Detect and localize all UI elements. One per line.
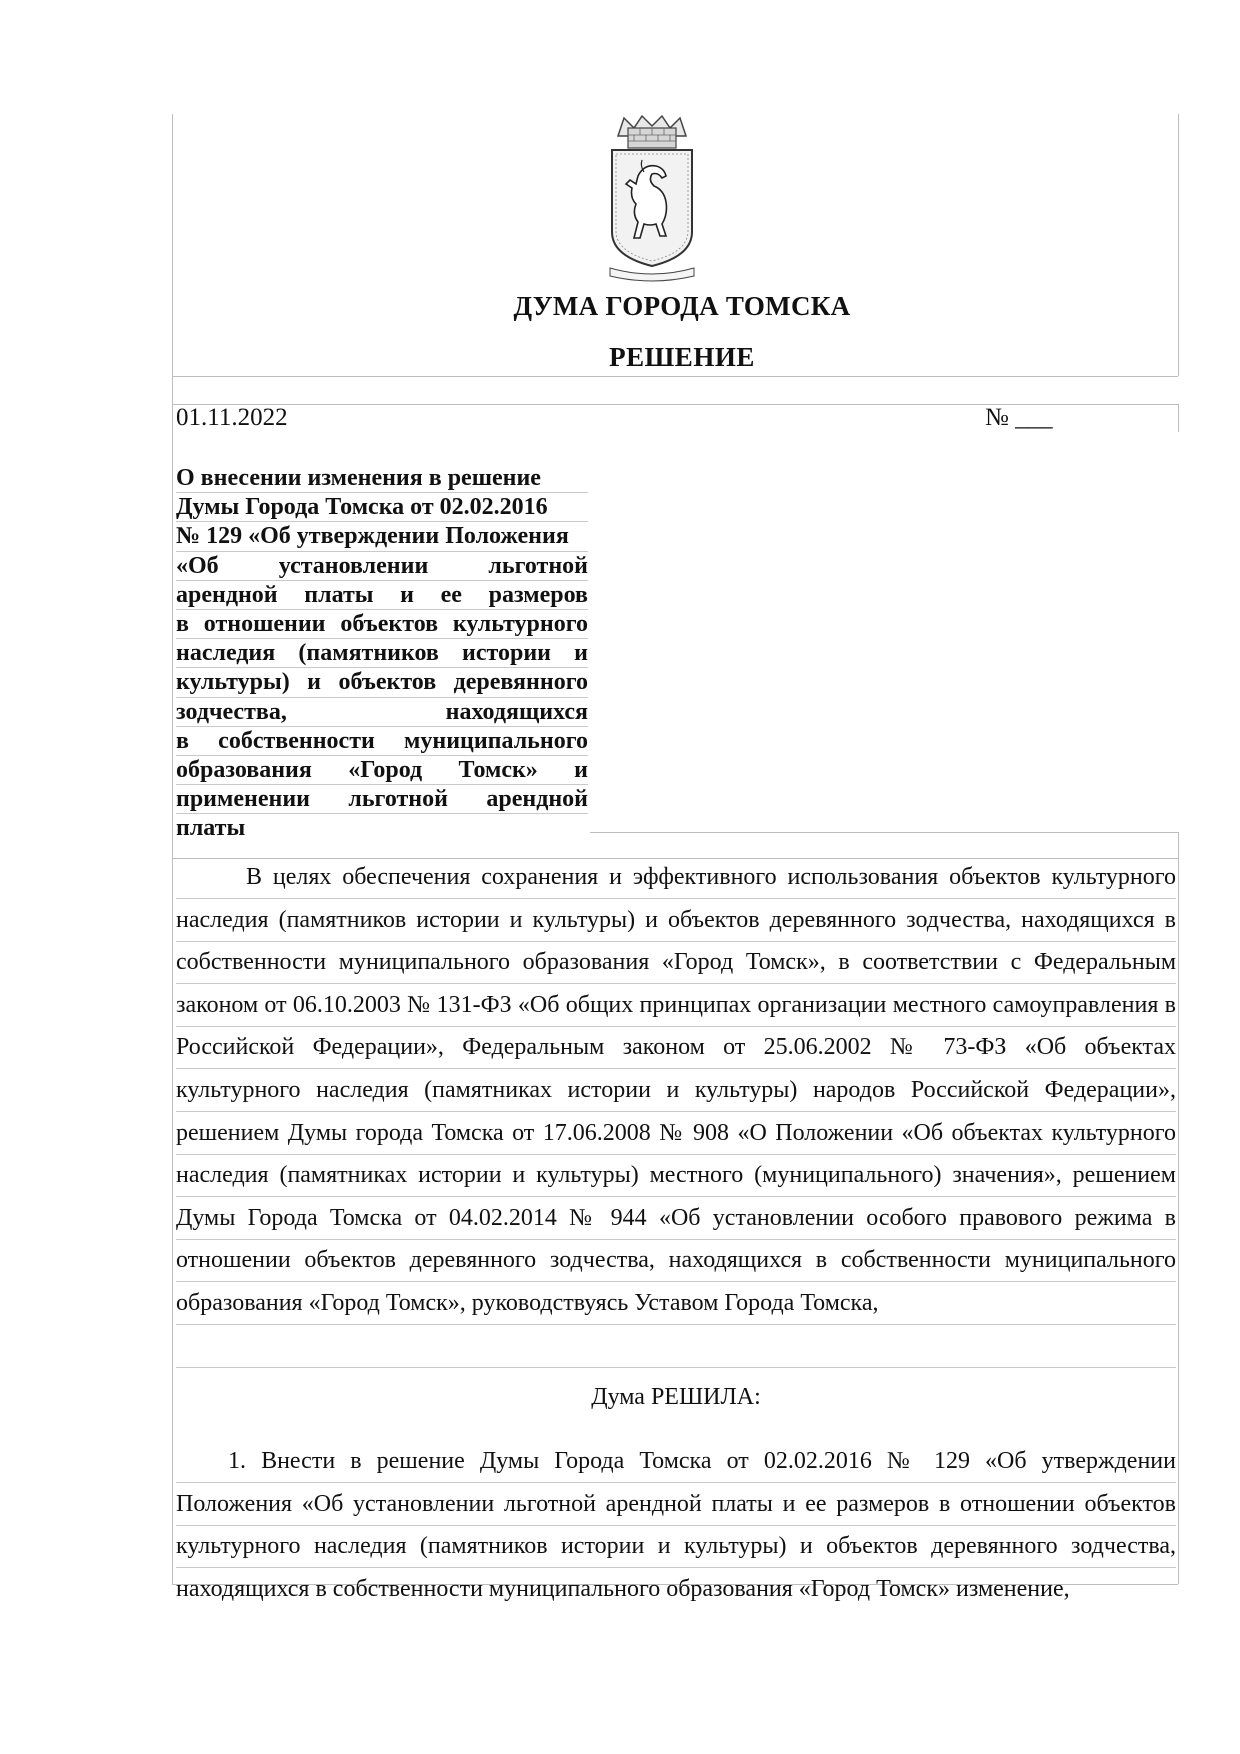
subject-line: применении льготной арендной — [176, 785, 588, 814]
document-date: 01.11.2022 — [176, 404, 288, 431]
subject-line: культуры) и объектов деревянного — [176, 668, 588, 697]
subject-line: О внесении изменения в решение — [176, 464, 588, 493]
resolution-heading: Дума РЕШИЛА: — [591, 1384, 761, 1410]
subject-line: в отношении объектов культурного — [176, 610, 588, 639]
subject-line: образования «Город Томск» и — [176, 756, 588, 785]
subject-line: наследия (памятников истории и — [176, 639, 588, 668]
frame-right-line — [1178, 114, 1179, 376]
subject-line: арендной платы и ее размеров — [176, 581, 588, 610]
document-subject — [176, 464, 588, 843]
document-number: № ___ — [985, 404, 1053, 431]
header-bottom-line — [172, 376, 1178, 377]
preamble-text: В целях обеспечения сохранения и эффективного использования объектов культурного наследия (памятников истории и культуры) и объектов деревянного зодчества, находящихся в собственности муниципального образования «Город Томск», в соответствии с Федеральным законом от 06.10.2003 № 131-ФЗ «Об общих принципах организации местного самоуправления в Российской Федерации», Федеральным законом от 25.06.2002 № 73-ФЗ «Об объектах культурного наследия (памятниках истории и культуры) народов Российской Федерации», решением Думы города Томска от 17.06.2008 № 908 «О Положении «Об объектах культурного наследия (памятниках истории и культуры) местного (муниципального) значения», решением Думы Города Томска от 04.02.2014 № 944 «Об установлении особого правового режима в отношении объектов деревянного зодчества, находящихся в собственности муниципального образования «Город Томск», руководствуясь Уставом Города Томска, — [176, 864, 1176, 1316]
subject-line: в собственности муниципального — [176, 727, 588, 756]
tomsk-coat-of-arms-emblem — [604, 114, 700, 282]
subject-line: зодчества, находящихся — [176, 698, 588, 727]
document-type-title: РЕШЕНИЕ — [609, 342, 755, 372]
organization-title: ДУМА ГОРОДА ТОМСКА — [513, 291, 851, 321]
subject-bottom-line — [590, 832, 1178, 833]
body-right-line — [1178, 832, 1179, 1584]
frame-left-line — [172, 114, 173, 1584]
date-row-right-tick — [1178, 404, 1179, 432]
text-rule — [176, 1367, 1176, 1368]
subject-line: платы — [176, 815, 246, 842]
subject-line: «Об установлении льготной — [176, 552, 588, 581]
resolution-item-1 — [176, 1440, 1176, 1610]
subject-line: № 129 «Об утверждении Положения — [176, 522, 588, 551]
preamble-paragraph — [176, 856, 1176, 1325]
item-1-text: 1. Внести в решение Думы Города Томска от 02.02.2016 № 129 «Об утверждении Положения «Об установлении льготной арендной платы и ее размеров в отношении объектов культурного наследия (памятников истории и культуры) и объектов деревянного зодчества, находящихся в собственности муниципального образования «Город Томск» изменение, — [176, 1448, 1176, 1602]
subject-line: Думы Города Томска от 02.02.2016 — [176, 493, 588, 522]
